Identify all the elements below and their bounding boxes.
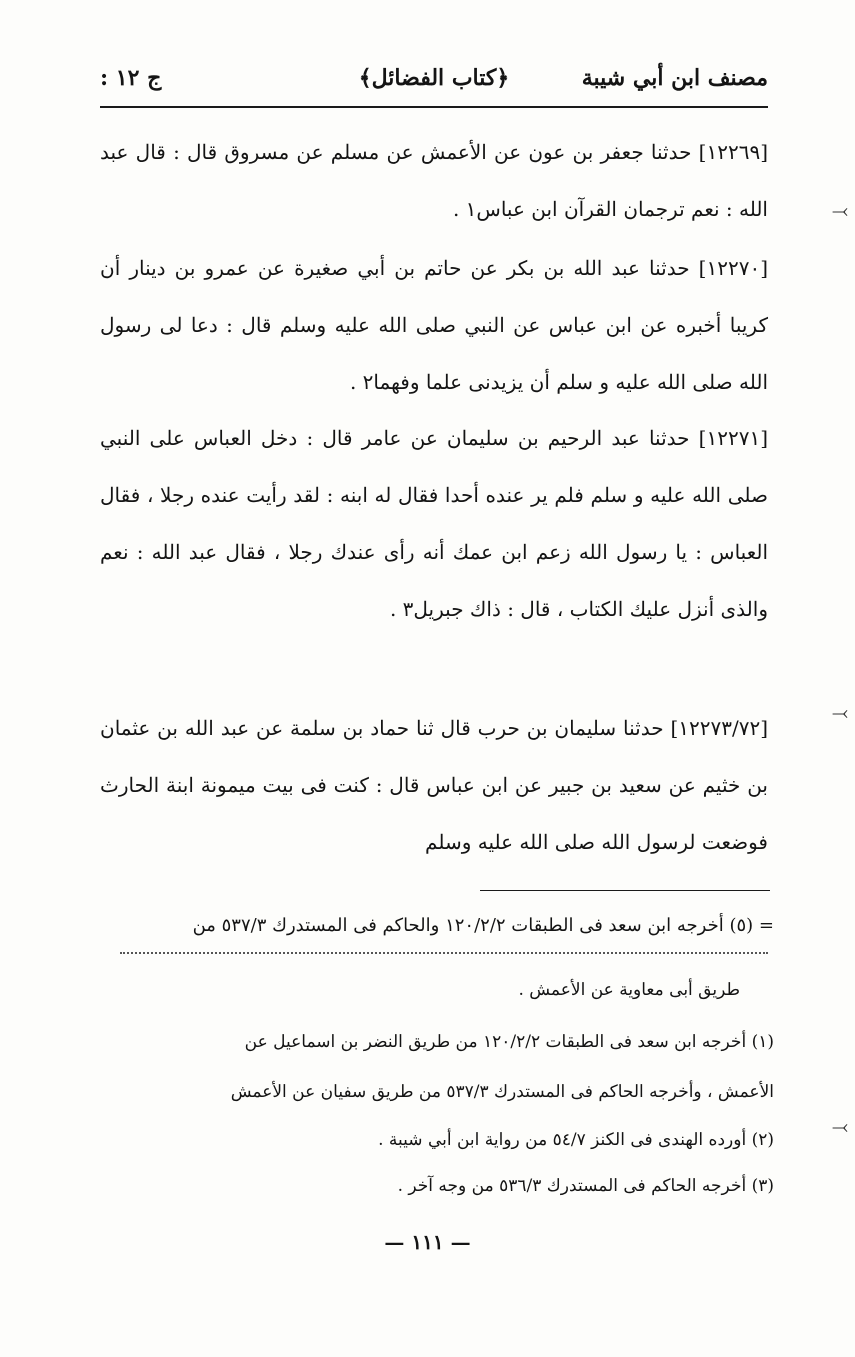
page-number: — ١١١ —	[384, 1230, 471, 1254]
footnote-divider	[120, 952, 768, 960]
footnote-continued-line: طريق أبى معاوية عن الأعمش .	[518, 980, 740, 1000]
footnote-3: (٣) أخرجه الحاكم فى المستدرك ٥٣٦/٣ من وجه آخر .	[397, 1176, 774, 1196]
hadith-12270: [١٢٢٧٠] حدثنا عبد الله بن بكر عن حاتم بن أبي صغيرة عن عمرو بن دينار أن كريبا أخبره عن ابن عباس عن النبي صلى الله عليه وسلم قال : دعا لى رسول الله صلى الله عليه و سلم أن يزيدنى علما وفهما٢ .	[100, 256, 768, 394]
margin-mark: ⤙	[832, 700, 848, 724]
volume-page-indicator: ج ١٢ :	[100, 65, 162, 91]
hadith-12269: [١٢٢٦٩] حدثنا جعفر بن عون عن الأعمش عن مسلم عن مسروق قال : قال عبد الله : نعم ترجمان القرآن ابن عباس١ .	[100, 140, 768, 221]
running-header	[100, 52, 768, 104]
hadith-12271: [١٢٢٧١] حدثنا عبد الرحيم بن سليمان عن عامر قال : دخل العباس على النبي صلى الله عليه و سلم فلم ير عنده أحدا فقال له ابنه : لقد رأيت عنده رجلا ، فقال العباس : يا رسول الله زعم ابن عمك أنه رأى عندك رجلا ، فقال عبد الله : نعم والذى أنزل عليك الكتاب ، قال : ذاك جبريل٣ .	[100, 426, 768, 621]
header-rule	[100, 106, 768, 108]
footnote-1: (١) أخرجه ابن سعد فى الطبقات ١٢٠/٢/٢ من طريق النضر بن اسماعيل عن	[244, 1032, 774, 1052]
margin-mark: ⤙	[832, 198, 848, 222]
chapter-title: ﴿كتاب الفضائل﴾	[358, 65, 510, 91]
footnote-continued: = (٥) أخرجه ابن سعد فى الطبقات ١٢٠/٢/٢ والحاكم فى المستدرك ٥٣٧/٣ من	[192, 915, 774, 936]
footnote-2: (٢) أورده الهندى فى الكنز ٥٤/٧ من رواية ابن أبي شيبة .	[378, 1130, 774, 1150]
book-title: مصنف ابن أبي شيبة	[581, 65, 768, 91]
footnote-1-cont: الأعمش ، وأخرجه الحاكم فى المستدرك ٥٣٧/٣ من طريق سفيان عن الأعمش	[230, 1082, 774, 1102]
margin-mark: ⤙	[832, 1114, 848, 1138]
footnote-separator	[480, 890, 770, 891]
hadith-12273: [١٢٢٧٣/٧٢] حدثنا سليمان بن حرب قال ثنا حماد بن سلمة عن عبد الله بن عثمان بن خثيم عن سعيد بن جبير عن ابن عباس قال : كنت فى بيت ميمونة ابنة الحارث فوضعت لرسول الله صلى الله عليه وسلم	[100, 716, 768, 854]
